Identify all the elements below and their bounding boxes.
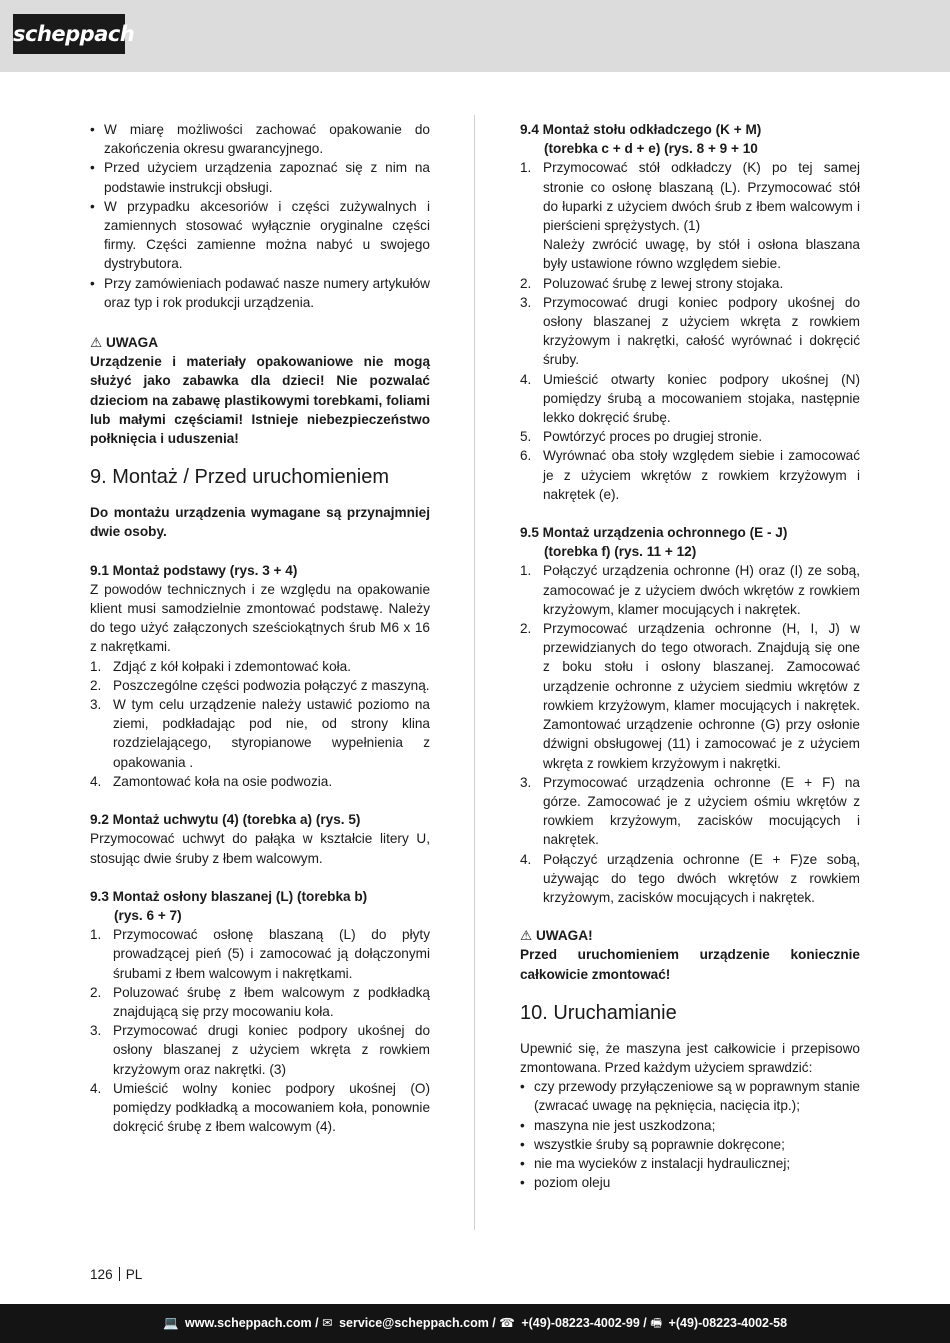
list-item: • czy przewody przyłączeniowe są w poprawnym stanie (zwracać uwagę na pęknięcia, nacięcia itp.);: [520, 1077, 860, 1115]
section-9-5-title-line2: (torebka f) (rys. 11 + 12): [544, 544, 697, 560]
step-number: 1.: [90, 658, 102, 674]
section-9-note: Do montażu urządzenia wymagane są przynajmniej dwie osoby.: [90, 505, 430, 540]
step-number: 2.: [90, 984, 102, 1000]
fax-icon: 🖷: [650, 1316, 663, 1330]
section-9-3-steps: [90, 925, 430, 1136]
step-text: Powtórzyć proces po drugiej stronie.: [543, 429, 763, 445]
section-9-4-title-line2: (torebka c + d + e) (rys. 8 + 9 + 10: [544, 141, 758, 157]
section-9-4-title: [520, 120, 860, 158]
step-note: Należy zwrócić uwagę, by stół i osłona blaszana były ustawione równo względem siebie.: [543, 237, 860, 272]
fax-number: +(49)-08223-4002-58: [668, 1316, 788, 1330]
section-9-3-title-line2: (rys. 6 + 7): [114, 907, 182, 923]
step-text: Przymocować drugi koniec podpory ukośnej do osłony blaszanej z użyciem wkręta z rowkiem krzyżowym i nakrętki, całość wyrównać i dokręcić śruby.: [543, 294, 860, 368]
step-text: Poluzować śrubę z łbem walcowym z podkładką znajdującą się przy mocowaniu koła.: [113, 984, 430, 1019]
step-number: 4.: [90, 773, 102, 789]
step-number: 3.: [90, 697, 102, 713]
section-9-1-title: 9.1 Montaż podstawy (rys. 3 + 4): [90, 562, 298, 578]
list-item: [520, 446, 860, 504]
warning-icon: ⚠: [90, 335, 103, 351]
section-10-text: Upewnić się, że maszyna jest całkowicie i przepisowo zmontowana. Przed każdym użyciem sprawdzić:: [520, 1040, 860, 1075]
section-9-1-text: Z powodów technicznych i ze względu na opakowanie klient musi samodzielnie zmontować podstawę. Należy do tego użyć załączonych sześciokątnych śrub M6 x 16 z nakrętkami.: [90, 581, 430, 655]
page-number: [90, 1265, 142, 1284]
list-item: • W przypadku akcesoriów i części zużywalnych i zamiennych stosować wyłącznie oryginalne części firmy. Części zamienne można nabyć u swojego dystrybutora.: [90, 197, 430, 274]
section-9-3-title-line1: 9.3 Montaż osłony blaszanej (L) (torebka b): [90, 888, 368, 904]
section-9-2-text: Przymocować uchwyt do pałąka w kształcie litery U, stosując dwie śruby z łbem walcowym.: [90, 831, 430, 866]
warning-heading: [520, 926, 860, 945]
warning-title: UWAGA: [105, 335, 159, 351]
step-number: 3.: [520, 294, 532, 310]
list-item: [90, 1021, 430, 1079]
step-number: 2.: [90, 677, 102, 693]
list-item: [520, 427, 860, 446]
list-item: • nie ma wycieków z instalacji hydraulicznej;: [520, 1154, 860, 1173]
list-item: [520, 158, 860, 273]
list-item: [90, 676, 430, 695]
section-10-checklist: [520, 1077, 860, 1192]
step-text: Przymocować drugi koniec podpory ukośnej do osłony blaszanej z użyciem wkręta z rowkiem krzyżowym oraz nakrętki. (3): [113, 1023, 430, 1077]
list-item: [520, 293, 860, 370]
section-9-5-title-line1: 9.5 Montaż urządzenia ochronnego (E - J): [520, 525, 788, 541]
step-number: 4.: [520, 851, 532, 867]
step-number: 4.: [520, 371, 532, 387]
website-link[interactable]: www.scheppach.com /: [185, 1316, 319, 1330]
list-item: [520, 561, 860, 619]
list-item: • W miarę możliwości zachować opakowanie do zakończenia okresu gwarancyjnego.: [90, 120, 430, 158]
step-text: Połączyć urządzenia ochronne (H) oraz (I) ze sobą, zamocować je z użyciem dwóch wkrętów z rowkiem krzyżowym, klamer mocujących i nakrętek.: [543, 563, 860, 617]
header-bar: [0, 0, 950, 72]
warning-icon: ⚠: [520, 928, 533, 944]
section-9-4-steps: [520, 158, 860, 504]
step-number: 2.: [520, 621, 532, 637]
step-number: 3.: [520, 774, 532, 790]
email-link[interactable]: service@scheppach.com /: [339, 1316, 496, 1330]
section-9-3-title: [90, 887, 430, 925]
list-item: [90, 1079, 430, 1137]
list-item: • Przy zamówieniach podawać nasze numery artykułów oraz typ i rok produkcji urządzenia.: [90, 274, 430, 312]
step-number: 6.: [520, 448, 532, 464]
step-text: Przymocować urządzenia ochronne (H, I, J) w przewidzianych do tego otworach. Znajdują się one z boku stołu i osłony blaszanej. Zamocować urządzenie ochronne z użyciem siedmiu wkrętów z rowkiem krzyżowym, klamer mocujących i nakrętek. Zamontować urządzenie ochronne (G) przy osłonie dźwigni obsługowej (11) i zamocować je z użyciem wkręta z rowkiem krzyżowym i nakrętki.: [543, 621, 860, 771]
section-9-1-steps: [90, 657, 430, 791]
step-text: Połączyć urządzenia ochronne (E + F)ze sobą, używając do tego dwóch wkrętów z rowkiem krzyżowym, zacisków mocujących i nakrętek.: [543, 851, 860, 905]
step-number: 1.: [90, 927, 102, 943]
computer-icon: 💻: [162, 1316, 179, 1330]
step-number: 2.: [520, 275, 532, 291]
list-item: • Przed użyciem urządzenia zapoznać się z nim na podstawie instrukcji obsługi.: [90, 158, 430, 196]
section-10-title: 10. Uruchamianie: [520, 1001, 677, 1024]
section-9-5-title: [520, 523, 860, 561]
left-column: [90, 120, 430, 1136]
list-item: • maszyna nie jest uszkodzona;: [520, 1116, 860, 1135]
step-text: Wyrównać oba stoły względem siebie i zamocować je z użyciem wkrętów z rowkiem krzyżowym i nakrętek (e).: [543, 448, 860, 502]
step-text: Poluzować śrubę z lewej strony stojaka.: [543, 275, 784, 291]
brand-logo: scheppach: [13, 14, 125, 54]
list-item: [520, 370, 860, 428]
column-divider: [474, 115, 475, 1230]
page-number-value: 126: [90, 1267, 113, 1282]
step-text: Zamontować koła na osie podwozia.: [113, 773, 333, 789]
mail-icon: ✉: [322, 1316, 333, 1330]
step-number: 1.: [520, 563, 532, 579]
list-item: [90, 695, 430, 772]
list-item: [520, 850, 860, 908]
list-item: • poziom oleju: [520, 1173, 860, 1192]
right-column: [520, 120, 860, 1192]
list-item: [520, 773, 860, 850]
section-9-2-title: 9.2 Montaż uchwytu (4) (torebka a) (rys. 5): [90, 812, 361, 828]
step-text: Przymocować osłonę blaszaną (L) do płyty prowadzącej pień (5) i zamocować ją dołączonymi śrubami z łbem walcowym i nakrętkami.: [113, 927, 430, 981]
step-number: 5.: [520, 429, 532, 445]
warning-text: Przed uruchomieniem urządzenie koniecznie całkowicie zmontować!: [520, 947, 860, 982]
section-9-title: 9. Montaż / Przed uruchomieniem: [90, 466, 390, 489]
language-code: PL: [125, 1267, 143, 1282]
list-item: [90, 657, 430, 676]
step-text: Umieścić wolny koniec podpory ukośnej (O) pomiędzy podkładką a mocowaniem koła, ponownie dokręcić śrubę z łbem walcowym (4).: [113, 1080, 430, 1135]
warning-text: Urządzenie i materiały opakowaniowe nie mogą służyć jako zabawka dla dzieci! Nie pozwalać dzieciom na zabawę plastikowymi torebkami, foliami lub małymi częściami! Istnieje niebezpieczeństwo połknięcia i uduszenia!: [90, 354, 430, 447]
list-item: [90, 925, 430, 983]
list-item: [520, 619, 860, 773]
section-9-5-steps: [520, 561, 860, 907]
footer-bar: [0, 1304, 950, 1343]
list-item: [90, 983, 430, 1021]
step-number: 3.: [90, 1023, 102, 1039]
phone-icon: ☎: [499, 1316, 515, 1330]
step-text: Poszczególne części podwozia połączyć z maszyną.: [113, 677, 430, 693]
step-text: Przymocować urządzenia ochronne (E + F) na górze. Zamocować je z użyciem ośmiu wkrętów z rowkiem krzyżowym, zacisków mocujących i nakrętek.: [543, 774, 860, 848]
warning-heading: [90, 333, 430, 352]
section-9-4-title-line1: 9.4 Montaż stołu odkładczego (K + M): [520, 122, 762, 137]
warning-title: UWAGA!: [535, 928, 593, 944]
step-number: 4.: [90, 1080, 102, 1096]
step-text: Umieścić otwarty koniec podpory ukośnej (N) pomiędzy śrubą a mocowaniem stojaka, następnie lekko dokręcić śrubę.: [543, 371, 860, 426]
list-item: • wszystkie śruby są poprawnie dokręcone;: [520, 1135, 860, 1154]
step-text: Przymocować stół odkładczy (K) po tej samej stronie co osłonę blaszaną (L). Przymocować stół do łuparki z użyciem dwóch śrub z łbem walcowym i pierścieni sprężystych. (1): [543, 160, 860, 234]
intro-bullet-list: [90, 120, 430, 312]
list-item: [520, 274, 860, 293]
list-item: [90, 772, 430, 791]
phone-number: +(49)-08223-4002-99 /: [521, 1316, 647, 1330]
step-text: Zdjąć z kół kołpaki i zdemontować koła.: [113, 658, 351, 674]
separator: [119, 1267, 120, 1281]
step-number: 1.: [520, 160, 532, 176]
step-text: W tym celu urządzenie należy ustawić poziomo na ziemi, podkładając pod nie, od strony klina rozdzielającego, styropianowe wypełnienia z opakowania .: [113, 697, 430, 770]
